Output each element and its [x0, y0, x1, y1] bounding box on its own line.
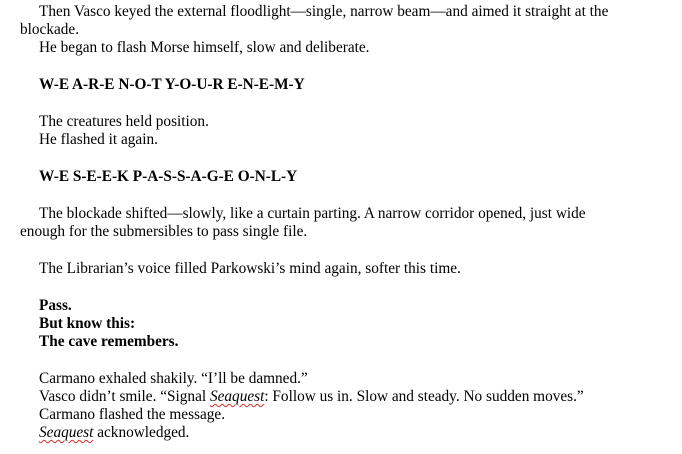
paragraph	[39, 424, 189, 442]
paragraph: The Librarian’s voice filled Parkowski’s mind again, softer this time.	[39, 260, 461, 277]
paragraph: He began to flash Morse himself, slow and deliberate.	[39, 39, 370, 56]
ship-name-misspelled[interactable]: Seaquest	[39, 424, 94, 441]
paragraph-line: The blockade shifted—slowly, like a curtain parting. A narrow corridor opened, just wide	[39, 205, 586, 222]
paragraph: He flashed it again.	[39, 131, 158, 148]
paragraph-line: enough for the submersibles to pass single file.	[20, 223, 308, 240]
paragraph-line: Then Vasco keyed the external floodlight—single, narrow beam—and aimed it straight at the	[39, 3, 609, 20]
paragraph: Carmano flashed the message.	[39, 406, 226, 423]
voice-line: The cave remembers.	[39, 333, 179, 350]
paragraph: Carmano exhaled shakily. “I’ll be damned.”	[39, 370, 308, 387]
morse-message: W-E A-R-E N-O-T Y-O-U-R E-N-E-M-Y	[39, 76, 305, 93]
voice-line: But know this:	[39, 315, 136, 332]
paragraph-line: blockade.	[20, 21, 80, 38]
paragraph	[39, 388, 584, 406]
paragraph: The creatures held position.	[39, 113, 209, 130]
text-span: : Follow us in. Slow and steady. No sudden moves.”	[264, 388, 584, 405]
voice-line: Pass.	[39, 297, 72, 314]
text-span: Vasco didn’t smile. “Signal	[39, 388, 210, 405]
ship-name-misspelled[interactable]: Seaquest	[209, 388, 265, 405]
text-span: acknowledged.	[93, 424, 190, 441]
morse-message: W-E S-E-E-K P-A-S-S-A-G-E O-N-L-Y	[39, 168, 298, 185]
